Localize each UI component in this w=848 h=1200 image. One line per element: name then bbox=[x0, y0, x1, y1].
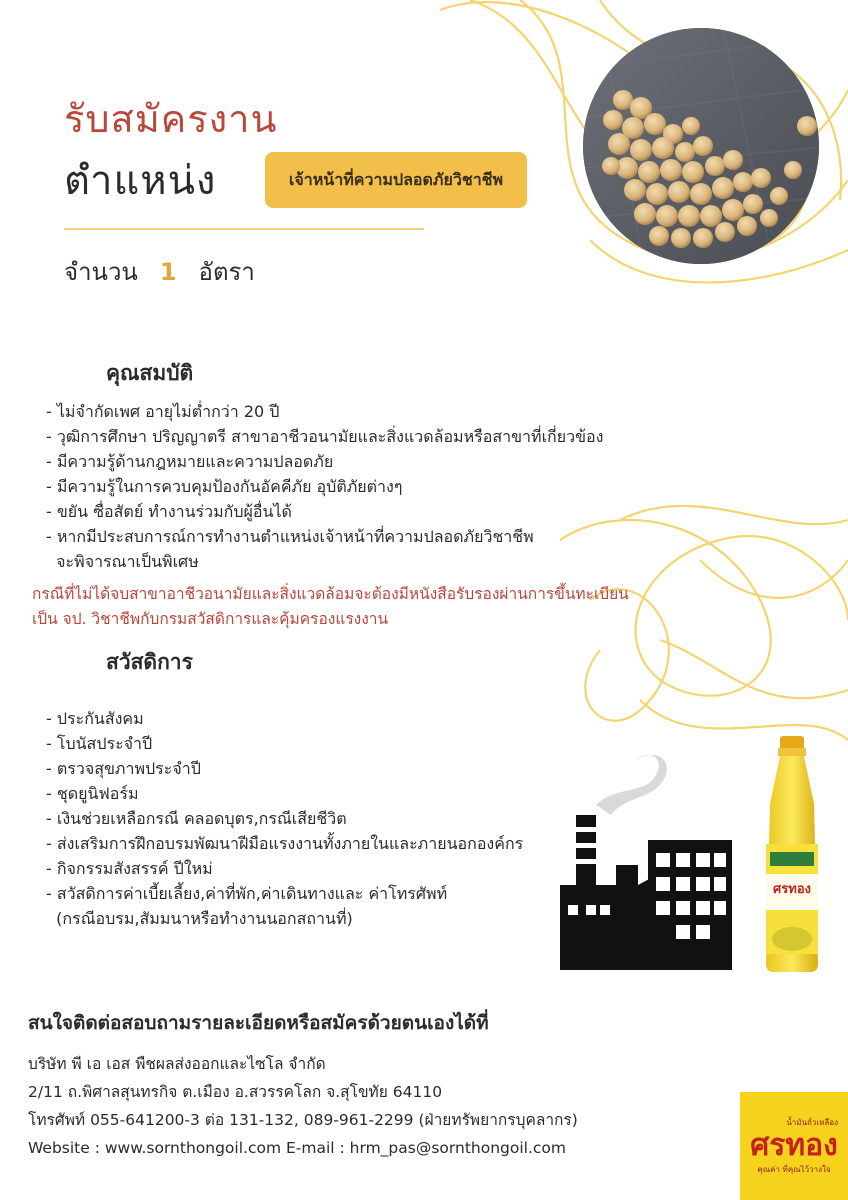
list-item: - ขยัน ซื่อสัตย์ ทำงานร่วมกับผู้อื่นได้ bbox=[46, 502, 292, 521]
contact-details bbox=[28, 1050, 578, 1162]
count-label: จำนวน bbox=[64, 258, 138, 286]
factory-icon bbox=[556, 745, 736, 970]
benefits-title: สวัสดิการ bbox=[106, 650, 193, 674]
logo-text: ศรทอง bbox=[750, 1128, 838, 1163]
list-item: - สวัสดิการค่าเบี้ยเลี้ยง,ค่าที่พัก,ค่าเดินทางและ ค่าโทรศัพท์ bbox=[46, 884, 448, 903]
title-position-label: ตำแหน่ง bbox=[64, 158, 217, 204]
qualification-note-line2: เป็น จป. วิชาชีพกับกรมสวัสดิการและคุ้มครองแรงงาน bbox=[32, 610, 389, 628]
list-item: - มีความรู้ในการควบคุมป้องกันอัคคีภัย อุบัติภัยต่างๆ bbox=[46, 477, 403, 496]
benefits-list bbox=[46, 706, 523, 931]
bottle-label: ศรทอง bbox=[773, 882, 811, 897]
headcount-row bbox=[64, 252, 255, 291]
list-item: - ชุดยูนิฟอร์ม bbox=[46, 784, 139, 803]
count-unit: อัตรา bbox=[198, 258, 255, 286]
company-name: บริษัท พี เอ เอส พืชผลส่งออกและไซโล จำกัด bbox=[28, 1055, 326, 1073]
list-item: - ส่งเสริมการฝึกอบรมพัฒนาฝีมือแรงงานทั้งภายในและภายนอกองค์กร bbox=[46, 834, 524, 853]
divider bbox=[64, 228, 424, 230]
list-item: - เงินช่วยเหลือกรณี คลอดบุตร,กรณีเสียชีวิต bbox=[46, 809, 347, 828]
contact-title: สนใจติดต่อสอบถามรายละเอียดหรือสมัครด้วยตนเองได้ที่ bbox=[28, 1012, 489, 1034]
logo-product-text: น้ำมันถั่วเหลือง bbox=[786, 1118, 838, 1127]
list-item: - หากมีประสบการณ์การทำงานตำแหน่งเจ้าหน้าที่ความปลอดภัยวิชาชีพ bbox=[46, 527, 534, 546]
title-recruiting: รับสมัครงาน bbox=[64, 97, 278, 141]
count-value: 1 bbox=[159, 258, 177, 286]
list-item: - โบนัสประจำปี bbox=[46, 734, 153, 753]
company-phone: โทรศัพท์ 055-641200-3 ต่อ 131-132, 089-961-2299 (ฝ่ายทรัพยากรบุคลากร) bbox=[28, 1111, 578, 1129]
list-item: - ประกันสังคม bbox=[46, 709, 144, 728]
company-web-email: Website : www.sornthongoil.com E-mail : hrm_pas@sornthongoil.com bbox=[28, 1139, 566, 1157]
list-item: จะพิจารณาเป็นพิเศษ bbox=[46, 552, 199, 571]
list-item: (กรณีอบรม,สัมมนาหรือทำงานนอกสถานที่) bbox=[46, 909, 353, 928]
list-item: - ตรวจสุขภาพประจำปี bbox=[46, 759, 201, 778]
soybean-photo bbox=[583, 28, 819, 264]
qualifications-list bbox=[46, 399, 603, 574]
list-item: - ไม่จำกัดเพศ อายุไม่ต่ำกว่า 20 ปี bbox=[46, 402, 280, 421]
list-item: - วุฒิการศึกษา ปริญญาตรี สาขาอาชีวอนามัยและสิ่งแวดล้อมหรือสาขาที่เกี่ยวข้อง bbox=[46, 427, 604, 446]
qualifications-title: คุณสมบัติ bbox=[106, 361, 194, 385]
logo-tagline: คุณค่า ที่คุณไว้วางใจ bbox=[757, 1165, 831, 1174]
company-address: 2/11 ถ.พิศาลสุนทรกิจ ต.เมือง อ.สวรรคโลก จ.สุโขทัย 64110 bbox=[28, 1083, 443, 1101]
qualification-note-line1: กรณีที่ไม่ได้จบสาขาอาชีวอนามัยและสิ่งแวดล้อมจะต้องมีหนังสือรับรองผ่านการขึ้นทะเบียน bbox=[32, 585, 629, 603]
position-badge: เจ้าหน้าที่ความปลอดภัยวิชาชีพ bbox=[265, 152, 527, 208]
list-item: - มีความรู้ด้านกฎหมายและความปลอดภัย bbox=[46, 452, 334, 471]
oil-bottle-image bbox=[752, 734, 832, 974]
brand-logo bbox=[740, 1092, 848, 1200]
list-item: - กิจกรรมสังสรรค์ ปีใหม่ bbox=[46, 859, 213, 878]
